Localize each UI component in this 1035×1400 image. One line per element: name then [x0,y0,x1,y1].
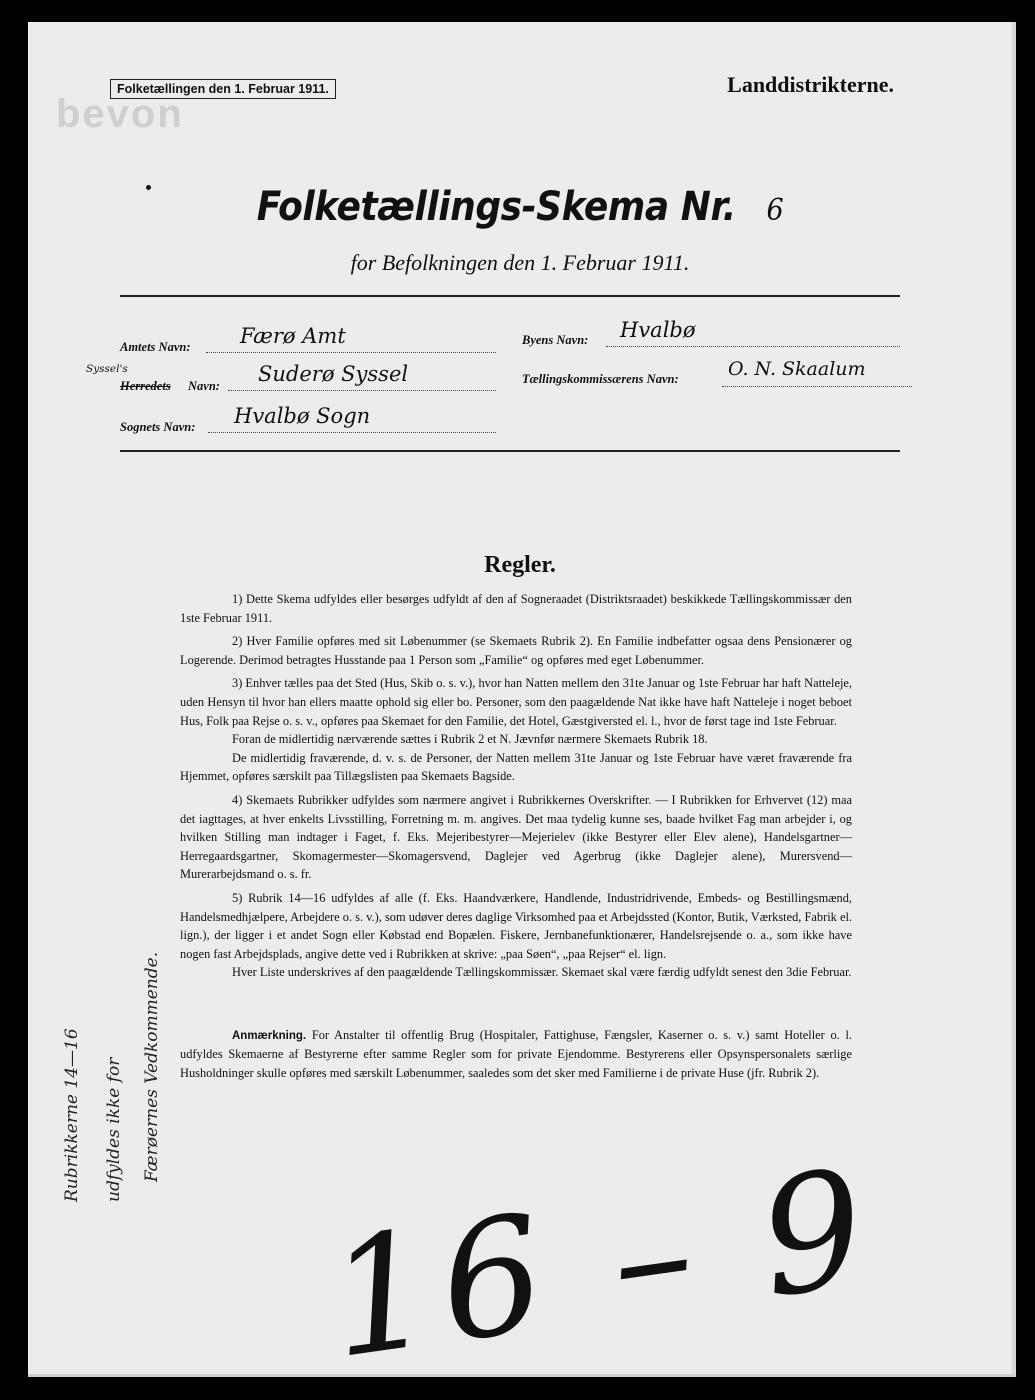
syssel-correction: Syssel's [86,363,128,375]
rule-3: 3) Enhver tælles paa det Sted (Hus, Skib o. s. v.), hvor han Natten mellem den 31te Januar og 1ste Februar har haft Natteleje, uden Hensyn til hvor han ellers maatte ophold sig eller bo. Personer, som den paagældende Nat ikke have haft Natteleje i noget beboet Hus, Folk paa Rejse o. s. v., opføres paa Skemaet for den Familie, det Hotel, Gæstgiversted el. l., hvor de først tage ind 1ste Februar. [180,676,852,728]
faded-stamp: bevon [56,92,184,136]
herred-label: Herredets [120,379,171,393]
census-form-sheet [28,22,1016,1395]
rules-heading: Regler. [484,552,556,578]
form-subtitle: for Befolkningen den 1. Februar 1911. [350,250,690,275]
margin-note-line3: Færøernes Vedkommende. [142,951,162,1182]
sogn-value: Hvalbø Sogn [234,404,371,428]
rule-3-note-absent: De midlertidig fraværende, d. v. s. de Personer, der Natten mellem 31te Januar og 1ste Februar have været fraværende fra Hjemmet, opføres særskilt paa Tillægslisten paa Skemaets Bagside. [180,750,852,784]
top-divider [120,295,900,297]
rule-3-note-present: Foran de midlertidig nærværende sættes i Rubrik 2 et N. Jævnfør nærmere Skemaets Rubrik 18. [232,732,708,747]
kommissaer-value: O. N. Skaalum [728,358,866,380]
amt-label: Amtets Navn: [120,340,191,354]
census-date-header: Folketællingen den 1. Februar 1911. [110,79,336,99]
kommissaer-field [722,358,912,387]
district-type-header: Landdistrikterne. [727,72,894,97]
kommissaer-label: Tællingskommissærens Navn: [522,372,679,386]
handwritten-reference-number: 16 – 9 [317,1132,886,1395]
byen-value: Hvalbø [620,318,696,342]
herred-label-rest: Navn: [188,379,220,393]
rule-1: 1) Dette Skema udfyldes eller besørges udfyldt af den af Sogneraadet (Distriktsraadet) beskikkede Tællingskommissær den 1ste Februar 1911. [180,592,852,625]
form-number: 6 [766,193,784,228]
form-title [77,184,963,230]
sogn-label: Sognets Navn: [120,420,196,434]
herred-value: Suderø Syssel [258,362,409,386]
byen-label: Byens Navn: [522,333,589,347]
annotation [180,1026,852,1083]
rules-body [180,590,852,1088]
margin-note-line2: udfyldes ikke for [104,1057,124,1202]
margin-note-line1: Rubrikkerne 14—16 [62,1028,82,1202]
rule-5-signature: Hver Liste underskrives af den paagældende Tællingskommissær. Skemaet skal være færdig udfyldt senest den 3die Februar. [232,965,852,980]
sogn-field [208,404,496,433]
annotation-text: For Anstalter til offentlig Brug (Hospitaler, Fattighuse, Fængsler, Kaserner o. s. v.) samt Hoteller o. l. udfyldes Skemaerne af Bestyrerne efter samme Regler som for private Ejendomme. Bestyrerens eller Opsynspersonalets særlige Husholdninger skulle opføres med særskilt Løbenummer, saaledes som det sker med Familierne i de private Huse (jfr. Rubrik 2). [180,1027,852,1081]
annotation-label: Anmærkning. [232,1029,307,1042]
fields-divider [120,450,900,452]
form-title-text: Folketællings-Skema Nr. [256,184,736,230]
rule-4: 4) Skemaets Rubrikker udfyldes som nærmere angivet i Rubrikkernes Overskrifter. — I Rubrikken for Erhvervet (12) maa det iagttages, at hver enkelts Livsstilling, Forretning m. m. angives. Det maa tydelig kunne ses, baade hvilket Fag man arbejder i, og hvilken Stilling man indtager i Faget, f. Eks. Mejeribestyrer—Mejerielev (ikke Bestyrer eller Elev alene), Handelsgartner—Herregaardsgartner, Skomagermester—Skomagersvend, Daglejer ved Agerbrug (ikke Daglejer alene), Murersvend—Murerarbejdsmand o. s. fr. [180,792,852,882]
herred-field [228,362,496,391]
byen-field [606,318,900,347]
rule-2: 2) Hver Familie opføres med sit Løbenummer (se Skemaets Rubrik 2). En Familie indbefatter ogsaa dens Pensionærer og Logerende. Derimod betragtes Husstande paa 1 Person som „Familie“ og opføres med eget Løbenummer. [180,634,852,667]
rule-5: 5) Rubrik 14—16 udfyldes af alle (f. Eks. Haandværkere, Handlende, Industridrivende, Embeds- og Bestillingsmænd, Handelsmedhjælpere, Arbejdere o. s. v.), som udøver deres daglige Virksomhed paa et Arbejdssted (Kontor, Butik, Værksted, Fabrik el. lign.), der ligger i et andet Sogn eller Købstad end Bopælen. Fiskere, Jernbanefunktionærer, Handelsrejsende o. a., som ikke have nogen fast Arbejdsplads, angive dette ved i Rubrikken at skrive: „paa Søen“, „paa Rejser“ el. lign. [180,890,852,961]
amt-value: Færø Amt [240,324,346,348]
amt-field [206,324,496,353]
